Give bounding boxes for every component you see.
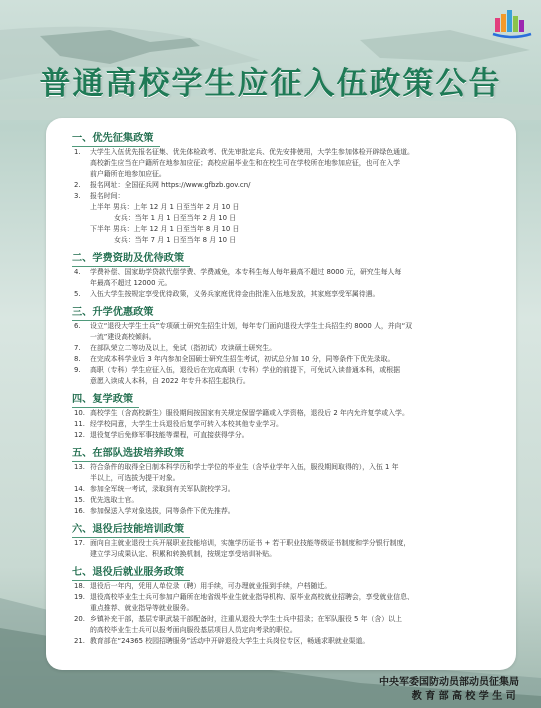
- policy-item: [72, 430, 508, 441]
- policy-content: [72, 126, 508, 647]
- item-number: 15.: [74, 496, 85, 504]
- policy-item: [72, 495, 508, 506]
- policy-item: [72, 636, 508, 647]
- section-heading: 六、退役后技能培训政策: [72, 523, 190, 538]
- item-number: [72, 376, 90, 387]
- item-text: 高职（专科）学生应征入伍，退役后在完成高职（专科）学业的前提下，可免试入读普通本科，或根据: [90, 366, 401, 374]
- policy-item: [72, 158, 508, 169]
- policy-item: [72, 538, 508, 549]
- policy-item: [72, 267, 508, 278]
- policy-section: [72, 387, 508, 441]
- item-number: 2.: [74, 181, 81, 189]
- item-number: 18.: [74, 582, 85, 590]
- policy-item: [72, 278, 508, 289]
- policy-item: [72, 343, 508, 354]
- policy-item: [72, 484, 508, 495]
- item-number: 17.: [74, 539, 85, 547]
- policy-section: [72, 246, 508, 300]
- item-number: 9.: [74, 366, 81, 374]
- section-heading: 四、复学政策: [72, 393, 139, 408]
- schedule-line: 女兵：当年 7 月 1 日至当年 8 月 10 日: [114, 236, 237, 244]
- policy-item: [72, 549, 508, 560]
- item-text: 退役高校毕业生士兵可参加户籍所在地省级毕业生就业指导机构、原毕业高校就业招聘会，享受就业信息、: [90, 593, 414, 601]
- page-title: 普通高校学生应征入伍政策公告: [39, 66, 502, 102]
- policy-item: [72, 506, 508, 517]
- policy-section: [72, 560, 508, 647]
- item-number: [72, 473, 90, 484]
- policy-section: [72, 517, 508, 560]
- policy-section: [72, 126, 508, 246]
- item-text: 符合条件的取得全日制本科学历和学士学位的毕业生（含毕业学年入伍，服役期间取得的），入伍 1 年: [90, 463, 399, 471]
- item-number: 16.: [74, 507, 85, 515]
- item-number: 13.: [74, 463, 85, 471]
- item-number: 3.: [74, 192, 81, 200]
- item-text: 参加保送入学对象选拔，同等条件下优先推荐。: [90, 507, 235, 515]
- item-text: 报名网址：全国征兵网 https://www.gfbzb.gov.cn/: [90, 181, 251, 189]
- item-text: 教育部在“24365 校园招聘服务”活动中开辟退役大学生士兵岗位专区，畅通求职就业渠道。: [90, 637, 370, 645]
- section-heading: 五、在部队选拔培养政策: [72, 447, 190, 462]
- item-number: 19.: [74, 593, 85, 601]
- item-number: 21.: [74, 637, 85, 645]
- item-number: [72, 278, 90, 289]
- policy-item: [72, 365, 508, 376]
- item-number: 20.: [74, 615, 85, 623]
- item-text: 在完成本科学业后 3 年内参加全国硕士研究生招生考试，初试总分加 10 分，同等条件下优先录取。: [90, 355, 395, 363]
- item-text: 高校学生（含高校新生）服役期间按国家有关规定保留学籍或入学资格，退役后 2 年内允许复学或入学。: [90, 409, 409, 417]
- schedule-line: 女兵：当年 1 月 1 日至当年 2 月 10 日: [114, 214, 237, 222]
- policy-item: [72, 581, 508, 592]
- issuer-footer: [379, 676, 519, 704]
- policy-section: [72, 441, 508, 517]
- item-number: [72, 603, 90, 614]
- item-text: 在部队荣立二等功及以上，免试（指初试）攻读硕士研究生。: [90, 344, 277, 352]
- item-number: 1.: [74, 148, 81, 156]
- item-text: 前户籍所在地参加应征。: [90, 170, 166, 178]
- city-skyline-logo-icon: [491, 8, 533, 40]
- schedule-line: 下半年 男兵：上年 12 月 1 日至当年 8 月 10 日: [90, 225, 240, 233]
- item-number: 10.: [74, 409, 85, 417]
- item-text: 一流”建设高校倾斜。: [90, 333, 156, 341]
- issuer-line-1: 中央军委国防动员部动员征集局: [379, 677, 519, 688]
- item-text: 高校新生应当在户籍所在地参加应征；高校应届毕业生和在校生可在学校所在地参加应征，也可在入学: [90, 159, 401, 167]
- item-number: 11.: [74, 420, 85, 428]
- item-text: 年最高不超过 12000 元。: [90, 279, 172, 287]
- item-text: 意愿入读成人本科，自 2022 年专升本招生起执行。: [90, 377, 250, 385]
- item-number: [72, 549, 90, 560]
- policy-item: [72, 289, 508, 300]
- policy-item: [72, 169, 508, 180]
- policy-item: [72, 408, 508, 419]
- item-text: 的高校毕业生士兵可以报考面向服役基层项目人员定向考录的职位。: [90, 626, 297, 634]
- item-text: 大学生入伍优先报名征集、优先体检政考、优先审批定兵、优先安排使用，大学生参加体检开辟绿色通道。: [90, 148, 414, 156]
- policy-item: [72, 592, 508, 603]
- policy-item: [72, 354, 508, 365]
- item-number: [72, 169, 90, 180]
- item-text: 乡镇补充干部，基层专职武装干部配备时，注重从退役大学生士兵中招录；在军队服役 5 年（含）以上: [90, 615, 402, 623]
- item-text: 半以上，可选拔为提干对象。: [90, 474, 180, 482]
- item-number: [72, 625, 90, 636]
- item-text: 报名时间：: [90, 192, 125, 200]
- policy-item: [72, 191, 508, 202]
- item-number: [72, 158, 90, 169]
- item-number: 12.: [74, 431, 85, 439]
- item-text: 设立“退役大学生士兵”专项硕士研究生招生计划，每年专门面向退役大学生士兵招生约 8000 人，并向“双: [90, 322, 413, 330]
- item-text: 入伍大学生按规定享受优待政策，义务兵家庭优待金由批准入伍地发放，其家庭享受军属待遇。: [90, 290, 380, 298]
- item-number: 5.: [74, 290, 81, 298]
- policy-item: [72, 625, 508, 636]
- issuer-line-2: 教育部高校学生司: [411, 691, 519, 702]
- item-number: 4.: [74, 268, 81, 276]
- policy-item: [72, 332, 508, 343]
- policy-item: [72, 147, 508, 158]
- policy-item: [72, 614, 508, 625]
- item-number: 14.: [74, 485, 85, 493]
- policy-card: [46, 118, 516, 670]
- policy-item: [72, 321, 508, 332]
- section-heading: 三、升学优惠政策: [72, 306, 160, 321]
- policy-item: [72, 180, 508, 191]
- policy-item: [72, 376, 508, 387]
- schedule-line: 上半年 男兵：上年 12 月 1 日至当年 2 月 10 日: [90, 203, 240, 211]
- policy-item: [72, 419, 508, 430]
- section-heading: 一、优先征集政策: [72, 132, 160, 147]
- item-number: 8.: [74, 355, 81, 363]
- item-number: 6.: [74, 322, 81, 330]
- policy-item: [72, 462, 508, 473]
- policy-section: [72, 300, 508, 387]
- item-number: [72, 332, 90, 343]
- item-text: 参加全军统一考试，录取到有关军队院校学习。: [90, 485, 235, 493]
- section-heading: 二、学费资助及优待政策: [72, 252, 190, 267]
- item-text: 建立学习成果认定、积累和转换机制，按规定享受培训补贴。: [90, 550, 277, 558]
- item-text: 退役后一年内，凭用人单位录（聘）用手续，可办理就业报到手续，户档随迁。: [90, 582, 332, 590]
- item-text: 经学校同意，大学生士兵退役后复学可转入本校其他专业学习。: [90, 420, 283, 428]
- policy-item: [72, 473, 508, 484]
- item-number: 7.: [74, 344, 81, 352]
- item-text: 优先选取士官。: [90, 496, 139, 504]
- item-text: 重点推荐、就业指导等就业服务。: [90, 604, 194, 612]
- section-heading: 七、退役后就业服务政策: [72, 566, 190, 581]
- item-text: 面向自主就业退役士兵开展职业技能培训，实施学历证书 + 若干职业技能等级证书制度和学分银行制度，: [90, 539, 411, 547]
- item-text: 学费补偿、国家助学贷款代偿学费、学费减免，本专科生每人每年最高不超过 8000 元，研究生每人每: [90, 268, 402, 276]
- item-text: 退役复学后免修军事技能等课程，可直接获得学分。: [90, 431, 249, 439]
- policy-item: [72, 603, 508, 614]
